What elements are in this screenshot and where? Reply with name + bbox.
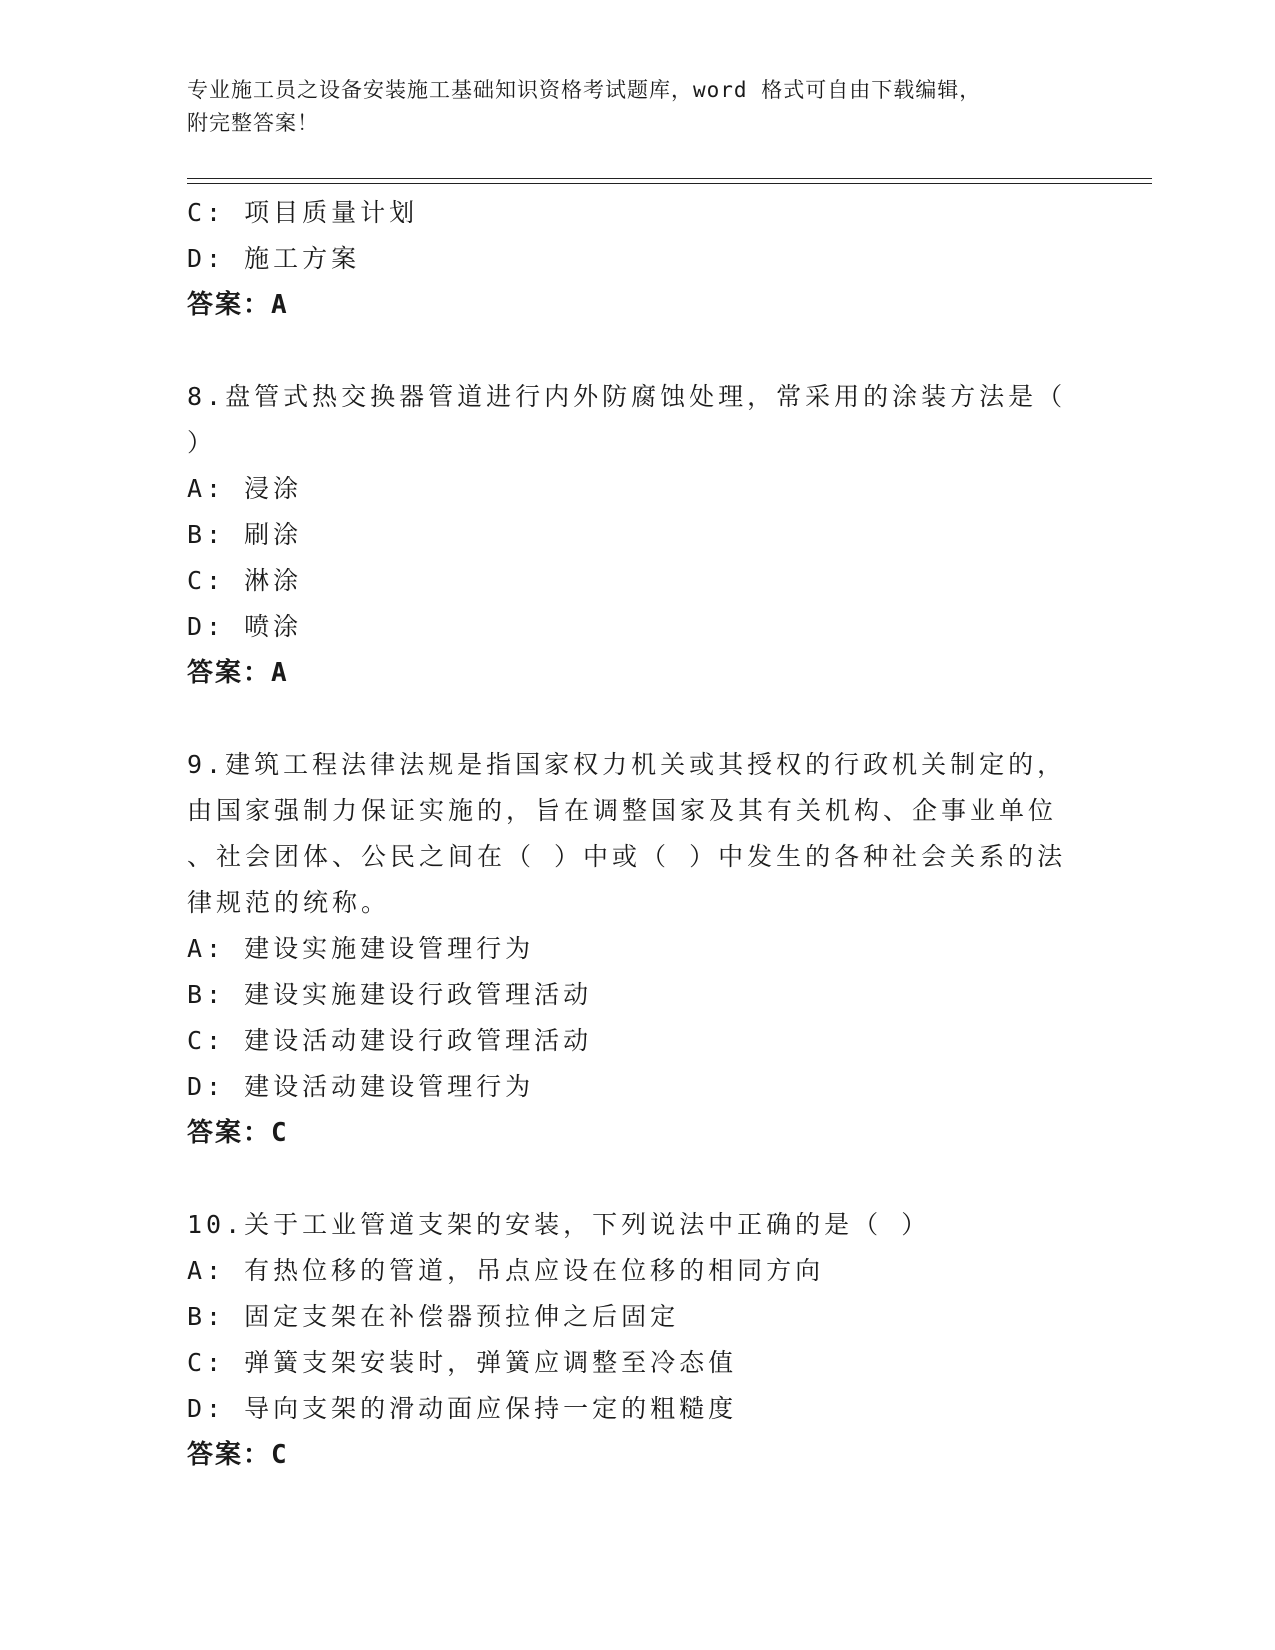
header-line-2: 附完整答案！ [187,111,319,135]
question-stem: ） [187,428,217,457]
option-b: B: 刷涂 [187,520,303,549]
option-a: A: 有热位移的管道，吊点应设在位移的相同方向 [187,1256,825,1285]
option-a: A: 建设实施建设管理行为 [187,934,535,963]
question-stem: 8.盘管式热交换器管道进行内外防腐蚀处理，常采用的涂装方法是（ [187,382,1067,411]
option-a: A: 浸涂 [187,474,303,503]
answer-line: 答案：C [187,1440,289,1470]
option-d: D: 施工方案 [187,244,361,273]
option-c: C: 项目质量计划 [187,198,419,227]
spacer [187,696,1087,742]
spacer [187,328,1087,374]
question-list [187,190,1087,1478]
question-prev [187,190,1087,328]
question-stem: 由国家强制力保证实施的，旨在调整国家及其有关机构、企事业单位 [187,796,1058,825]
option-b: B: 建设实施建设行政管理活动 [187,980,593,1009]
option-d: D: 喷涂 [187,612,303,641]
question-8 [187,374,1087,696]
question-stem: 9.建筑工程法律法规是指国家权力机关或其授权的行政机关制定的， [187,750,1067,779]
header-divider-bottom [187,183,1152,184]
document-header [187,74,1087,140]
question-9 [187,742,1087,1156]
header-line-1: 专业施工员之设备安装施工基础知识资格考试题库，word 格式可自由下载编辑， [187,78,982,102]
option-d: D: 建设活动建设管理行为 [187,1072,535,1101]
question-stem: 律规范的统称。 [187,888,391,917]
option-b: B: 固定支架在补偿器预拉伸之后固定 [187,1302,680,1331]
option-d: D: 导向支架的滑动面应保持一定的粗糙度 [187,1394,738,1423]
header-divider-top [187,178,1152,179]
question-stem: 10.关于工业管道支架的安装，下列说法中正确的是（ ） [187,1210,931,1239]
question-stem: 、社会团体、公民之间在（ ）中或（ ）中发生的各种社会关系的法 [187,842,1067,871]
answer-line: 答案：C [187,1118,289,1148]
spacer [187,1156,1087,1202]
option-c: C: 淋涂 [187,566,303,595]
answer-line: 答案：A [187,290,289,320]
question-10 [187,1202,1087,1478]
option-c: C: 弹簧支架安装时，弹簧应调整至冷态值 [187,1348,738,1377]
answer-line: 答案：A [187,658,289,688]
option-c: C: 建设活动建设行政管理活动 [187,1026,593,1055]
